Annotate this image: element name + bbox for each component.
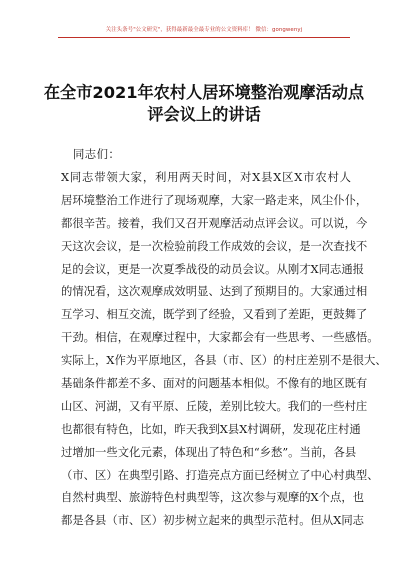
document-header-banner: 关注头条号"公文研究"，获得最新最全最专业的公文资料库！ 微信：gongwenyj (58, 27, 350, 38)
body-text-line: 居环境整治工作进行了现场观摩，大家一路走来，风尘仆仆， (61, 192, 368, 207)
body-text-line: 足的会议，更是一次夏季战役的动员会议。从刚才X同志通报 (61, 261, 365, 276)
body-text-line: 基础条件都差不多、面对的问题基本相似。不像有的地区既有 (61, 376, 368, 391)
document-body (61, 166, 387, 532)
body-text-line: 也都很有特色，比如，昨天我到X县X村调研，发现花庄村通 (61, 421, 361, 436)
body-text-line: 干劲。相信，在观摩过程中，大家都会有一些思考、一些感悟。 (61, 330, 379, 345)
document-title-line-2: 评会议上的讲话 (147, 105, 261, 124)
body-text-line: X同志带领大家，利用两天时间，对X县X区X市农村人 (61, 170, 351, 184)
body-text-line: （市、区）在典型引路、打造亮点方面已经树立了中心村典型、 (61, 467, 379, 482)
body-text-line: 天这次会议，是一次检验前段工作成效的会议，是一次查找不 (61, 238, 368, 253)
body-text-line: 都是各县（市、区）初步树立起来的典型示范村。但从X同志 (61, 513, 365, 528)
document-title-line-1: 在全市2021年农村人居环境整治观摩活动点 (43, 83, 365, 102)
body-text-line: 过增加一些文化元素，体现出了特色和“乡愁”。当前，各县 (61, 444, 357, 459)
body-text-line: 山区、河湖，又有平原、丘陵，差别比较大。我们的一些村庄 (61, 398, 368, 413)
body-text-line: 的情况看，这次观摩成效明显、达到了预期目的。大家通过相 (61, 284, 368, 299)
greeting: 同志们： (73, 147, 121, 161)
body-text-line: 互学习、相互交流，既学到了经验，又看到了差距，更鼓舞了 (61, 307, 368, 322)
body-text-line: 都很辛苦。接着，我们又召开观摩活动点评会议。可以说，今 (61, 215, 368, 230)
body-text-line: 实际上，X作为平原地区，各县（市、区）的村庄差别不是很大、 (61, 353, 387, 368)
body-text-line: 自然村典型、旅游特色村典型等，这次参与观摩的X个点，也 (61, 490, 365, 505)
